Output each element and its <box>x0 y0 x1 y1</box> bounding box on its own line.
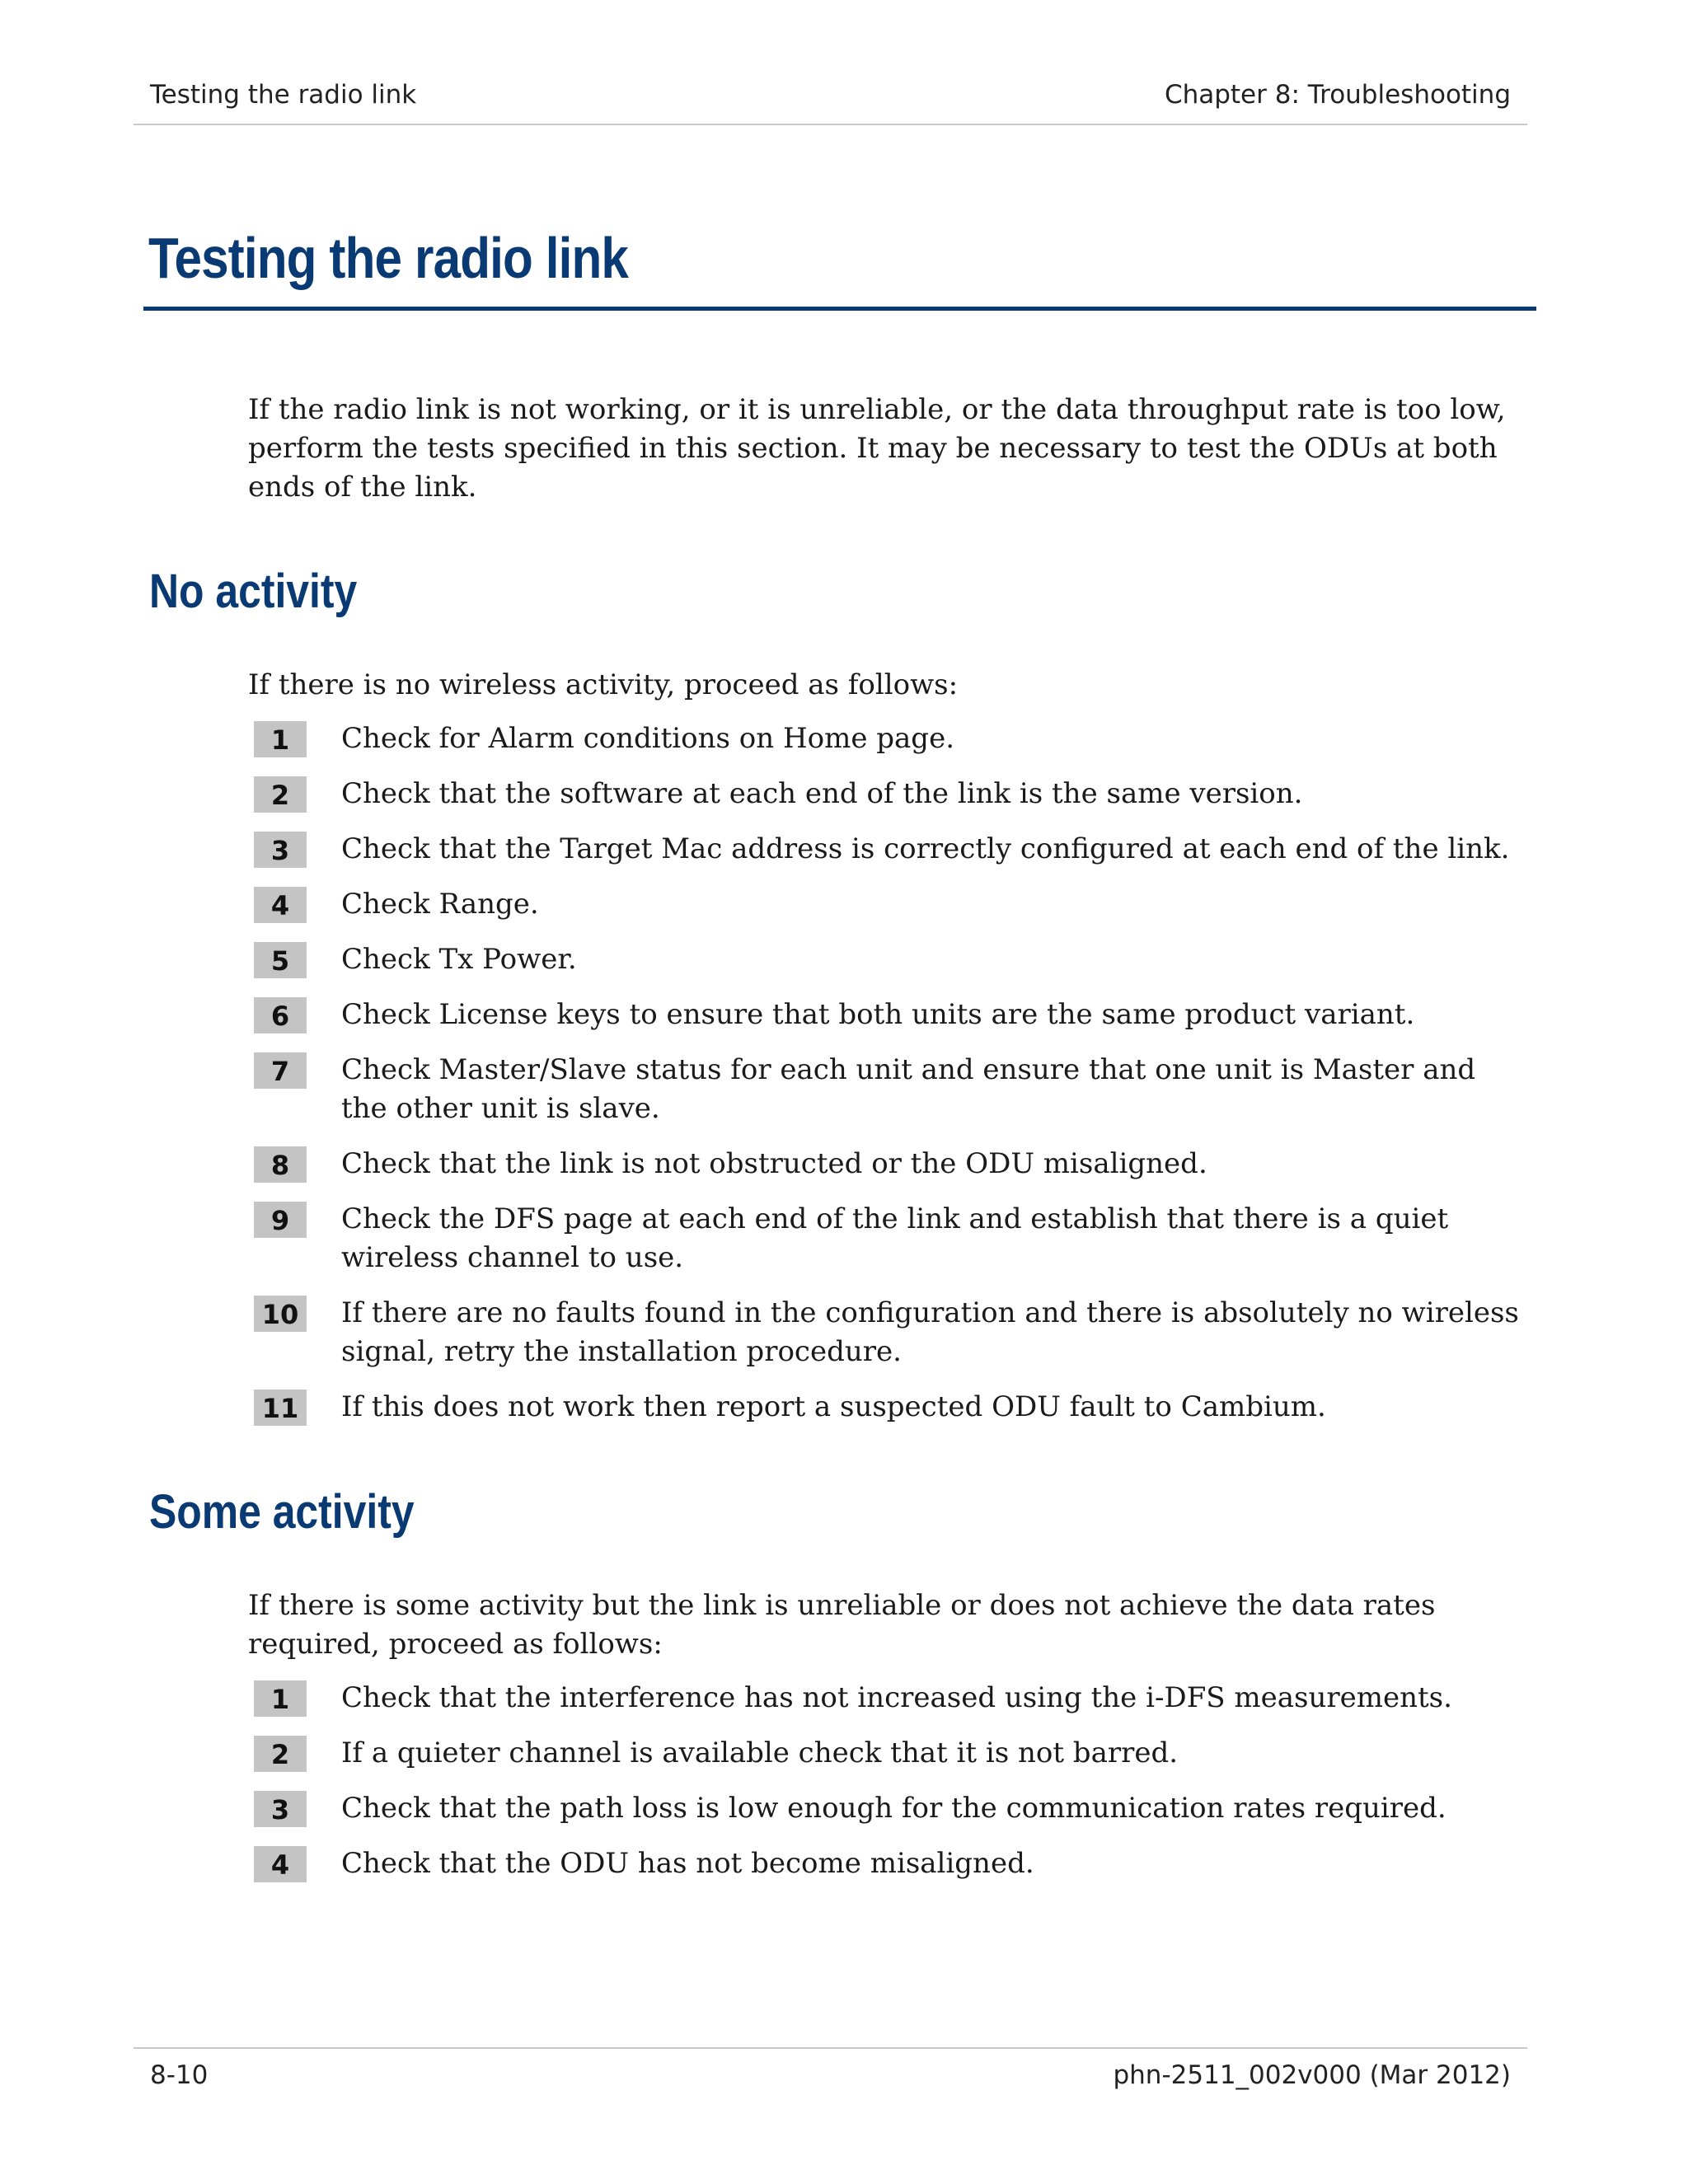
running-footer <box>134 2047 1527 2090</box>
intro-paragraph: If the radio link is not working, or it is unreliable, or the data throughput rate is too low, perform the tests specified in this section. It may be necessary to test the ODUs at both ends of the link. <box>248 393 1506 504</box>
step-list-some-activity <box>254 1679 1540 1900</box>
step-number: 6 <box>254 997 307 1033</box>
step-item <box>254 1789 1540 1828</box>
step-number: 2 <box>254 776 307 813</box>
step-text: Check Tx Power. <box>341 943 577 976</box>
step-text: Check that the link is not obstructed or the ODU misaligned. <box>341 1147 1207 1180</box>
page-title: Testing the radio link <box>148 226 629 290</box>
step-item <box>254 885 1540 924</box>
step-item <box>254 1844 1540 1883</box>
step-number: 11 <box>254 1390 307 1426</box>
step-list-no-activity <box>254 719 1540 1443</box>
header-chapter-title: Chapter 8: Troubleshooting <box>1164 80 1511 110</box>
step-text: Check that the software at each end of the link is the same version. <box>341 777 1303 810</box>
step-text: Check that the Target Mac address is correctly configured at each end of the link. <box>341 832 1510 865</box>
title-rule <box>143 307 1536 311</box>
step-text: Check for Alarm conditions on Home page. <box>341 722 954 755</box>
step-item <box>254 1294 1540 1371</box>
step-number: 9 <box>254 1202 307 1238</box>
step-item <box>254 1051 1540 1128</box>
step-number: 4 <box>254 887 307 923</box>
step-number: 1 <box>254 721 307 757</box>
step-number: 2 <box>254 1736 307 1772</box>
step-item <box>254 719 1540 758</box>
step-text: Check that the path loss is low enough for the communication rates required. <box>341 1792 1447 1825</box>
step-number: 4 <box>254 1846 307 1882</box>
step-number: 1 <box>254 1680 307 1717</box>
step-item <box>254 996 1540 1034</box>
header-section-title: Testing the radio link <box>150 80 417 110</box>
step-number: 10 <box>254 1296 307 1332</box>
step-text: If there are no faults found in the configuration and there is absolutely no wireless signal, retry the installation procedure. <box>341 1296 1519 1368</box>
step-text: Check Master/Slave status for each unit and ensure that one unit is Master and the other unit is slave. <box>341 1053 1476 1125</box>
step-item <box>254 1388 1540 1427</box>
step-number: 7 <box>254 1052 307 1089</box>
step-text: Check that the ODU has not become misaligned. <box>341 1847 1034 1880</box>
document-id: phn-2511_002v000 (Mar 2012) <box>1113 2060 1511 2090</box>
step-number: 8 <box>254 1146 307 1183</box>
step-text: Check License keys to ensure that both units are the same product variant. <box>341 998 1415 1031</box>
step-number: 5 <box>254 942 307 978</box>
step-text: If this does not work then report a suspected ODU fault to Cambium. <box>341 1390 1326 1423</box>
section-lead-no-activity: If there is no wireless activity, proceed as follows: <box>248 668 959 701</box>
running-header <box>134 79 1527 125</box>
step-item <box>254 1200 1540 1277</box>
step-number: 3 <box>254 1791 307 1827</box>
step-number: 3 <box>254 832 307 868</box>
step-item <box>254 1679 1540 1718</box>
step-item <box>254 1145 1540 1183</box>
step-item <box>254 940 1540 979</box>
step-item <box>254 830 1540 869</box>
step-text: If a quieter channel is available check that it is not barred. <box>341 1736 1179 1769</box>
step-text: Check Range. <box>341 888 539 921</box>
step-text: Check that the interference has not increased using the i-DFS measurements. <box>341 1681 1452 1714</box>
section-heading-some-activity: Some activity <box>149 1485 415 1539</box>
section-lead-some-activity: If there is some activity but the link is unreliable or does not achieve the data rates required, proceed as follows: <box>248 1589 1436 1661</box>
section-heading-no-activity: No activity <box>149 565 358 618</box>
step-item <box>254 775 1540 813</box>
step-item <box>254 1734 1540 1773</box>
step-text: Check the DFS page at each end of the link and establish that there is a quiet wireless channel to use. <box>341 1202 1449 1274</box>
page-number: 8-10 <box>150 2060 209 2090</box>
